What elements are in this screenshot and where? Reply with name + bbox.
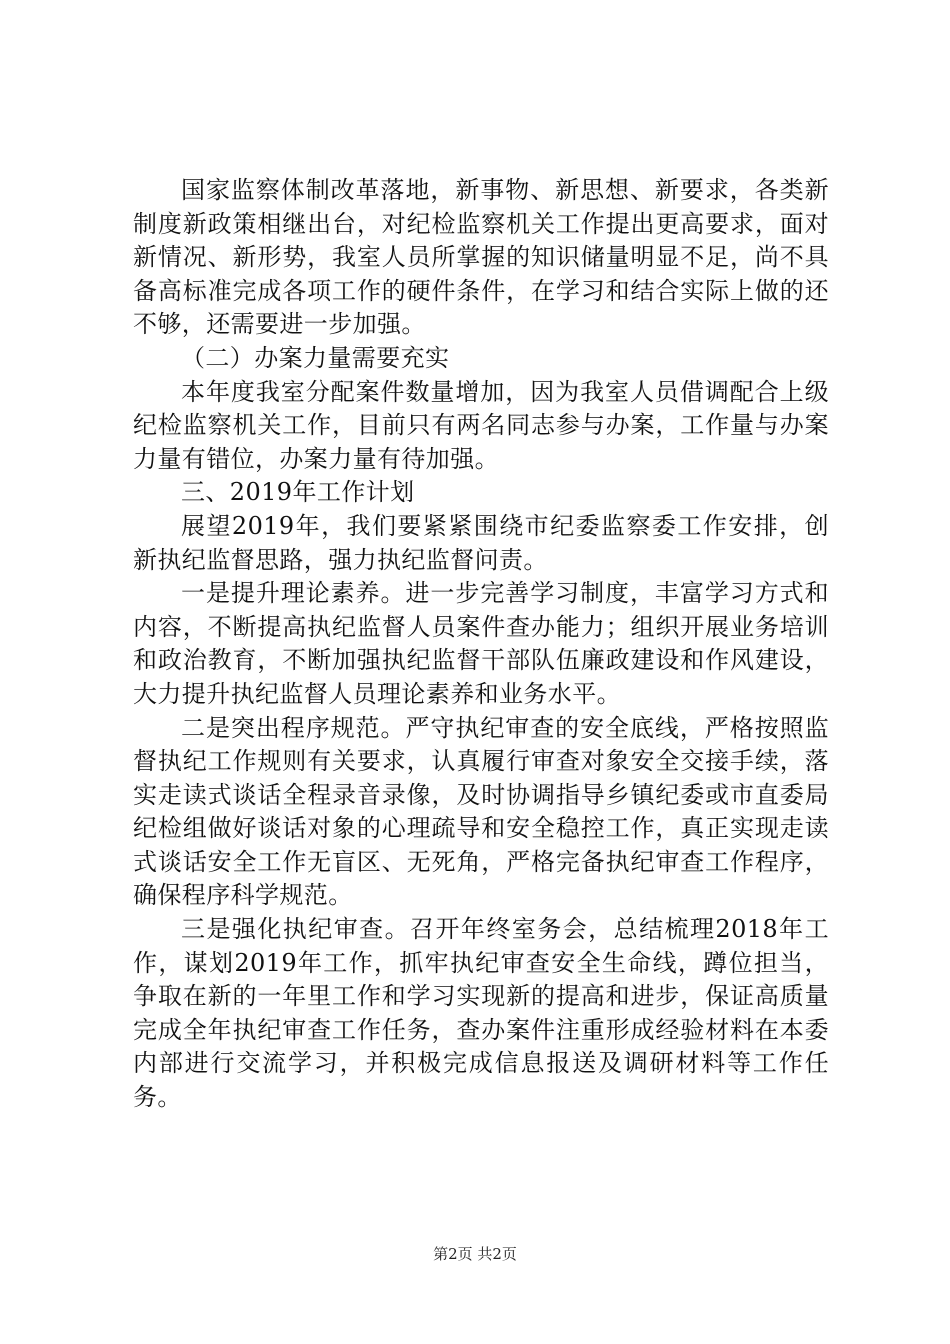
- paragraph-reform-knowledge: 国家监察体制改革落地，新事物、新思想、新要求，各类新制度新政策相继出台，对纪检监察机关工作提出更高要求，面对新情况、新形势，我室人员所掌握的知识储量明显不足，尚不具备高标准完成各项工作的硬件条件，在学习和结合实际上做的还不够，还需要进一步加强。: [133, 176, 829, 339]
- paragraph-review-strengthening: 三是强化执纪审查。召开年终室务会，总结梳理2018年工作，谋划2019年工作，抓牢执纪审查安全生命线，蹲位担当，争取在新的一年里工作和学习实现新的提高和进步，保证高质量完成全年执纪审查工作任务，查办案件注重形成经验材料在本委内部进行交流学习，并积极完成信息报送及调研材料等工作任务。: [133, 915, 829, 1112]
- heading-2019-work-plan: 三、2019年工作计划: [181, 478, 415, 507]
- paragraph-outlook-2019: 展望2019年，我们要紧紧围绕市纪委监察委工作安排，创新执纪监督思路，强力执纪监督问责。: [133, 511, 829, 574]
- paragraph-procedure-standards: 二是突出程序规范。严守执纪审查的安全底线，严格按照监督执纪工作规则有关要求，认真履行审查对象安全交接手续，落实走读式谈话全程录音录像，及时协调指导乡镇纪委或市直委局纪检组做好谈话对象的心理疏导和安全稳控工作，真正实现走读式谈话安全工作无盲区、无死角，严格完备执纪审查工作程序，确保程序科学规范。: [133, 713, 829, 910]
- page-number: 第2页 共2页: [433, 1245, 517, 1263]
- paragraph-case-capacity: 本年度我室分配案件数量增加，因为我室人员借调配合上级纪检监察机关工作，目前只有两名同志参与办案，工作量与办案力量有错位，办案力量有待加强。: [133, 377, 829, 473]
- document-body: [133, 174, 829, 1115]
- paragraph-theory-literacy: 一是提升理论素养。进一步完善学习制度，丰富学习方式和内容，不断提高执纪监督人员案件查办能力；组织开展业务培训和政治教育，不断加强执纪监督干部队伍廉政建设和作风建设，大力提升执纪监督人员理论素养和业务水平。: [133, 579, 829, 708]
- subheading-case-capacity: （二）办案力量需要充实: [181, 343, 450, 372]
- page-footer: [0, 1244, 950, 1264]
